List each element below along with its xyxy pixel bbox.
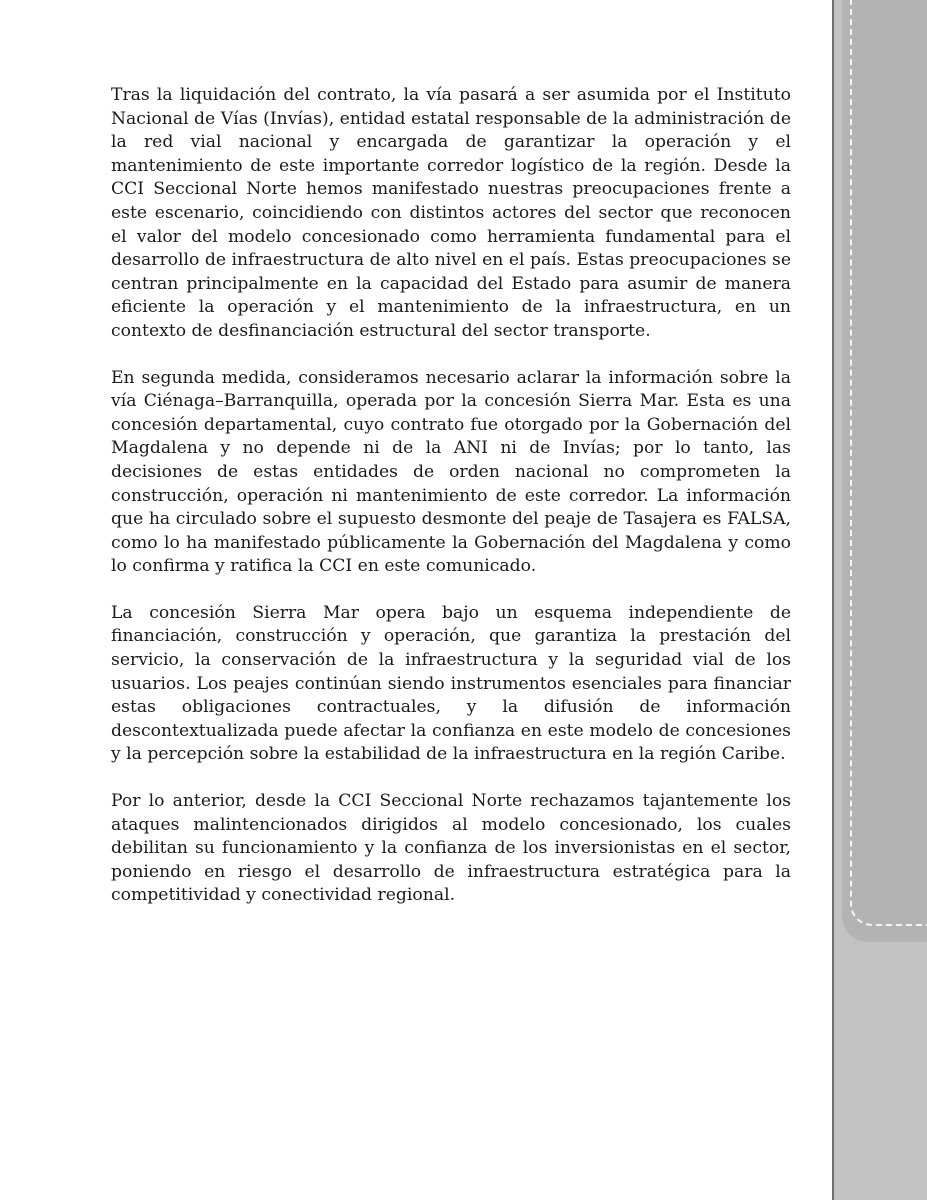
- sidebar-dashed-border: [850, 0, 927, 926]
- sidebar-edge-line: [832, 0, 834, 1200]
- paragraph-2: En segunda medida, consideramos necesario aclarar la información sobre la vía Ciénaga–Barranquilla, operada por la concesión Sierra Mar. Esta es una concesión departamental, cuyo contrato fue otorgado por la Gobernación del Magdalena y no depende ni de la ANI ni de Invías; por lo tanto, las decisiones de estas entidades de orden nacional no comprometen la construcción, operación ni mantenimiento de este corredor. La información que ha circulado sobre el supuesto desmonte del peaje de Tasajera es FALSA, como lo ha manifestado públicamente la Gobernación del Magdalena y como lo confirma y ratifica la CCI en este comunicado.: [111, 367, 791, 577]
- document-body: [111, 84, 791, 931]
- paragraph-1: Tras la liquidación del contrato, la vía pasará a ser asumida por el Instituto Nacional de Vías (Invías), entidad estatal responsable de la administración de la red vial nacional y encargada de garantizar la operación y el mantenimiento de este importante corredor logístico de la región. Desde la CCI Seccional Norte hemos manifestado nuestras preocupaciones frente a este escenario, coincidiendo con distintos actores del sector que reconocen el valor del modelo concesionado como herramienta fundamental para el desarrollo de infraestructura de alto nivel en el país. Estas preocupaciones se centran principalmente en la capacidad del Estado para asumir de manera eficiente la operación y el mantenimiento de la infraestructura, en un contexto de desfinanciación estructural del sector transporte.: [111, 85, 791, 341]
- paragraph-4: Por lo anterior, desde la CCI Seccional Norte rechazamos tajantemente los ataques malintencionados dirigidos al modelo concesionado, los cuales debilitan su funcionamiento y la confianza de los inversionistas en el sector, poniendo en riesgo el desarrollo de infraestructura estratégica para la competitividad y conectividad regional.: [111, 791, 791, 906]
- paragraph-3: La concesión Sierra Mar opera bajo un esquema independiente de financiación, construcción y operación, que garantiza la prestación del servicio, la conservación de la infraestructura y la seguridad vial de los usuarios. Los peajes continúan siendo instrumentos esenciales para financiar estas obligaciones contractuales, y la difusión de información descontextualizada puede afectar la confianza en este modelo de concesiones y la percepción sobre la estabilidad de la infraestructura en la región Caribe.: [111, 602, 791, 765]
